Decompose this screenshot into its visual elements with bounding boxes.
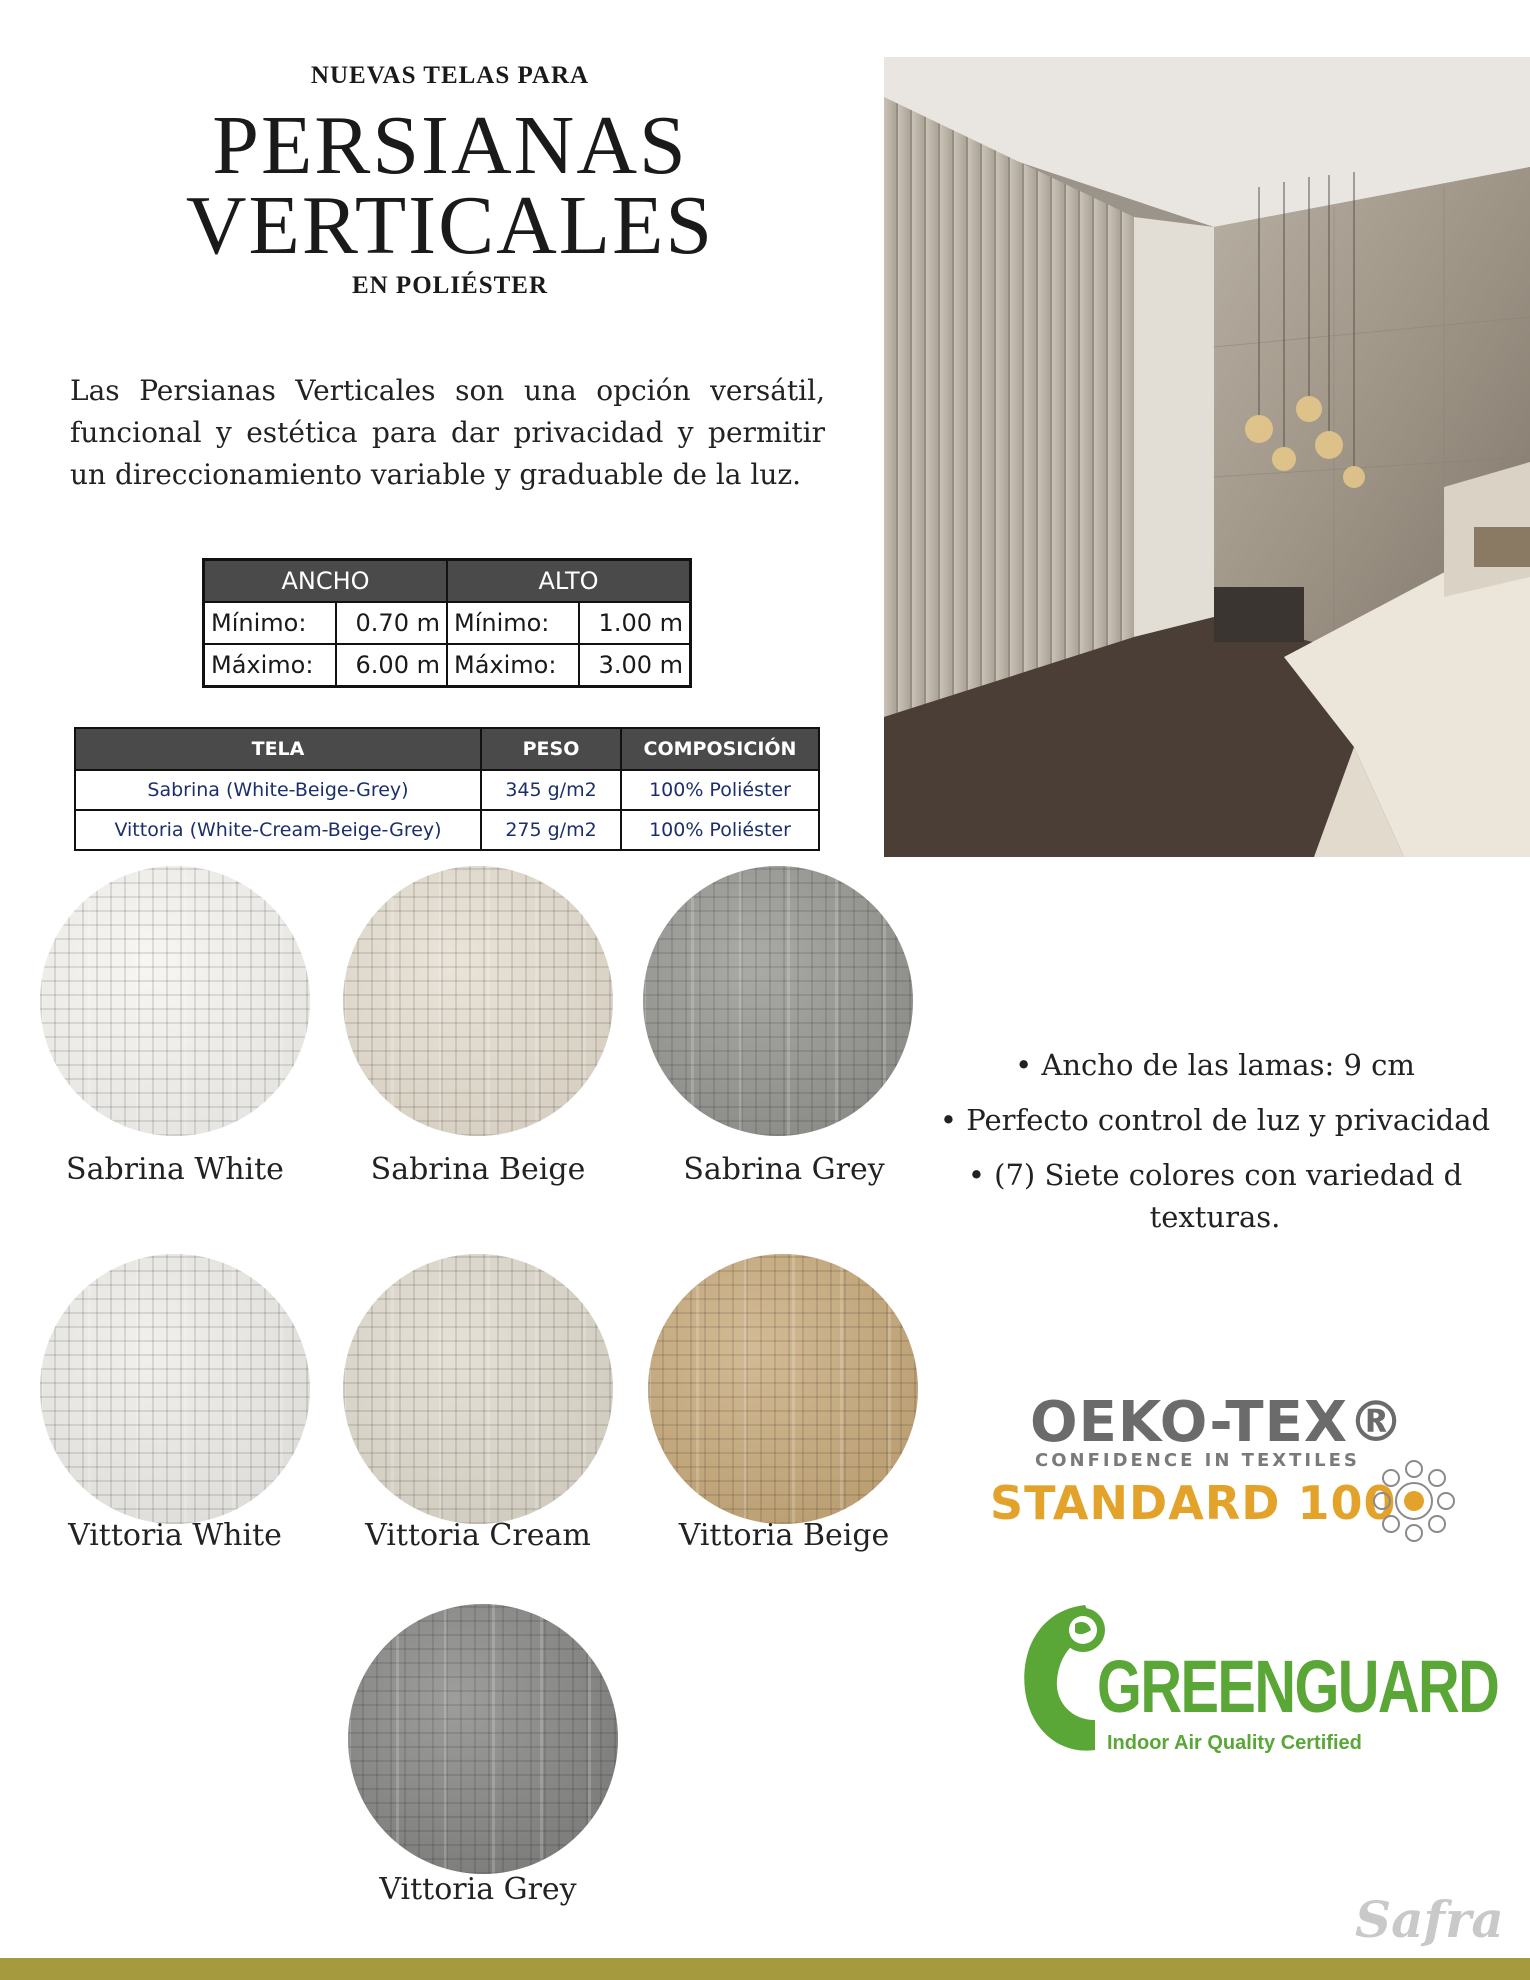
alto-max-label: Máximo: <box>447 644 579 687</box>
subkicker-text: EN POLIÉSTER <box>351 272 549 299</box>
swatch-vittoria-beige <box>648 1254 918 1524</box>
swatch-label: Sabrina Grey <box>683 1152 885 1187</box>
swatch-vittoria-grey <box>348 1604 618 1874</box>
table-row <box>75 810 819 850</box>
fabric-header-peso: PESO <box>481 728 621 770</box>
greenguard-subtitle: Indoor Air Quality Certified <box>1107 1732 1362 1754</box>
intro-paragraph: Las Persianas Verticales son una opción versátil, funcional y estética para dar privacidad y permitir un direccionamiento variable y graduable de la luz. <box>70 374 825 491</box>
oeko-tex-standard: STANDARD 100 <box>990 1476 1397 1530</box>
size-row-min <box>204 602 691 644</box>
kicker-text: NUEVAS TELAS PARA <box>310 62 590 89</box>
ancho-min-value: 0.70 m <box>336 602 447 644</box>
fabric-tela: Vittoria (White-Cream-Beige-Grey) <box>75 810 481 850</box>
greenguard-logo <box>1015 1590 1499 1765</box>
bedroom-illustration <box>884 57 1530 857</box>
swatch-label: Vittoria White <box>68 1518 282 1553</box>
feature-item: • Perfecto control de luz y privacidad <box>939 1103 1491 1137</box>
fabric-composicion: 100% Poliéster <box>621 810 819 850</box>
swatch-vittoria-cream <box>343 1254 613 1524</box>
oeko-tex-title: OEKO-TEX® <box>1030 1390 1406 1455</box>
safra-logo: Safra <box>1355 1890 1504 1949</box>
oeko-flower-icon <box>1368 1455 1460 1547</box>
swatch-label: Vittoria Grey <box>379 1872 577 1907</box>
size-table <box>202 558 692 688</box>
fabric-table <box>74 727 820 851</box>
swatch-vittoria-white <box>40 1254 310 1524</box>
fabric-header-tela: TELA <box>75 728 481 770</box>
alto-max-value: 3.00 m <box>579 644 691 687</box>
bedroom-photo <box>884 57 1530 857</box>
size-row-max <box>204 644 691 687</box>
page-title-line2: VERTICALES <box>185 179 715 272</box>
feature-item: • (7) Siete colores con variedad d texturas. <box>967 1158 1463 1234</box>
swatch-sabrina-grey <box>643 866 913 1136</box>
greenguard-name: GREENGUARD <box>1097 1645 1499 1728</box>
fabric-peso: 345 g/m2 <box>481 770 621 810</box>
table-row <box>75 770 819 810</box>
page-title-line1: PERSIANAS <box>212 99 688 192</box>
swatch-sabrina-beige <box>343 866 613 1136</box>
size-header-ancho: ANCHO <box>204 560 447 603</box>
fabric-composicion: 100% Poliéster <box>621 770 819 810</box>
ancho-max-value: 6.00 m <box>336 644 447 687</box>
swatch-label: Vittoria Beige <box>678 1518 890 1553</box>
alto-min-label: Mínimo: <box>447 602 579 644</box>
oeko-tex-subtitle: CONFIDENCE IN TEXTILES <box>1035 1450 1360 1471</box>
feature-list <box>930 1038 1500 1238</box>
swatch-label: Vittoria Cream <box>365 1518 591 1553</box>
alto-min-value: 1.00 m <box>579 602 691 644</box>
footer-bar <box>0 1958 1530 1980</box>
feature-item: • Ancho de las lamas: 9 cm <box>1015 1048 1415 1082</box>
ancho-min-label: Mínimo: <box>204 602 336 644</box>
swatch-sabrina-white <box>40 866 310 1136</box>
fabric-peso: 275 g/m2 <box>481 810 621 850</box>
fabric-header-composicion: COMPOSICIÓN <box>621 728 819 770</box>
swatch-label: Sabrina Beige <box>370 1152 586 1187</box>
swatch-label: Sabrina White <box>66 1152 284 1187</box>
size-header-alto: ALTO <box>447 560 691 603</box>
fabric-tela: Sabrina (White-Beige-Grey) <box>75 770 481 810</box>
ancho-max-label: Máximo: <box>204 644 336 687</box>
